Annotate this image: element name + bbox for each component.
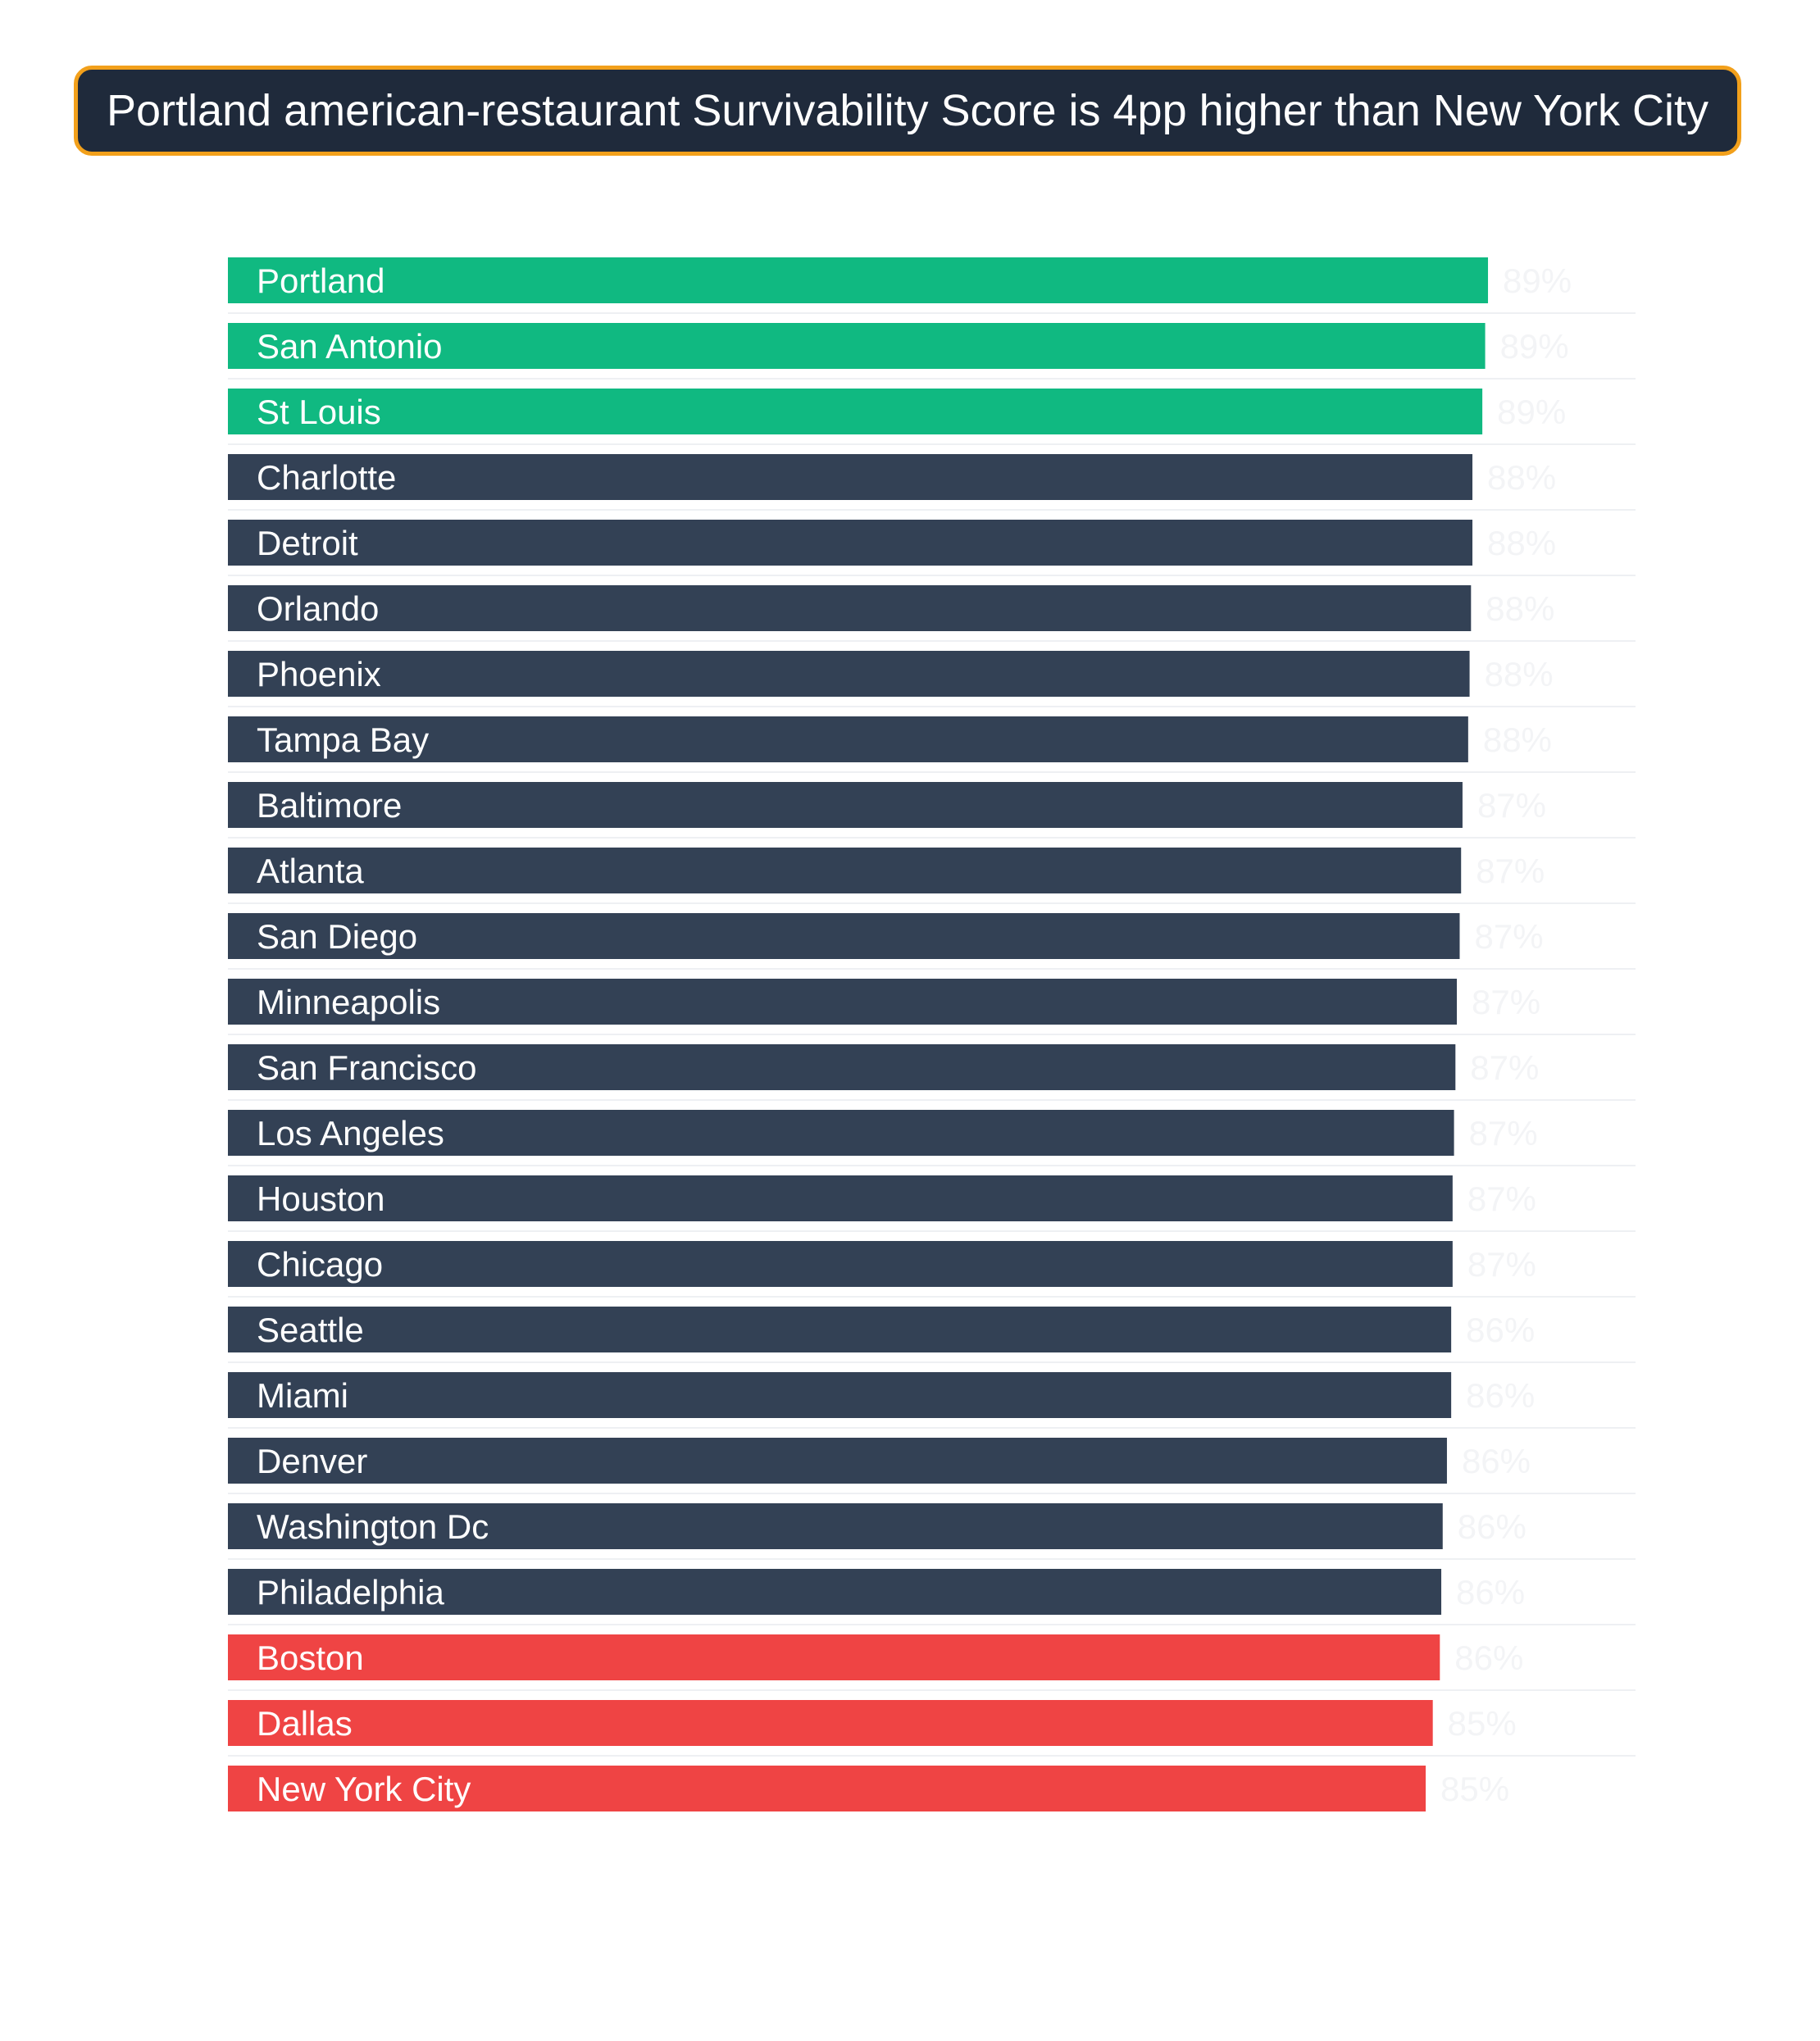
value-label: 88% [1486, 589, 1555, 628]
value-label: 86% [1466, 1376, 1536, 1415]
bar-denver [228, 1438, 1447, 1484]
value-label: 88% [1484, 655, 1554, 693]
bar-atlanta [228, 848, 1461, 893]
value-label: 86% [1457, 1507, 1527, 1546]
bar-label: Portland [257, 261, 385, 300]
value-label: 88% [1487, 524, 1557, 562]
value-label: 85% [1447, 1704, 1517, 1743]
bar-charlotte [228, 454, 1472, 500]
value-label: 85% [1440, 1770, 1510, 1808]
value-label: 87% [1476, 852, 1545, 890]
value-label: 87% [1467, 1245, 1536, 1284]
value-label: 89% [1497, 393, 1567, 431]
bar-detroit [228, 520, 1472, 566]
value-label: 86% [1461, 1442, 1531, 1480]
bar-label: Los Angeles [257, 1114, 444, 1152]
bar-label: San Francisco [257, 1048, 477, 1087]
value-label: 86% [1456, 1573, 1526, 1611]
bar-label: Detroit [257, 524, 358, 562]
value-label: 87% [1476, 786, 1547, 825]
value-label: 86% [1466, 1311, 1536, 1349]
value-label: 88% [1482, 720, 1552, 759]
bar-label: Orlando [257, 589, 380, 628]
chart-title: Portland american-restaurant Survivability Score is 4pp higher than New York City [107, 86, 1709, 135]
bar-label: Tampa Bay [257, 720, 430, 759]
value-label: 89% [1499, 327, 1569, 366]
bar-baltimore [228, 782, 1463, 828]
bar-houston [228, 1175, 1453, 1221]
bar-label: San Diego [257, 917, 418, 956]
bar-label: Dallas [257, 1704, 353, 1743]
bar-label: Chicago [257, 1245, 384, 1284]
bar-label: Miami [257, 1376, 348, 1415]
bar-label: St Louis [257, 393, 381, 431]
bar-label: Seattle [257, 1311, 364, 1349]
value-label: 87% [1470, 1048, 1540, 1087]
bar-label: Minneapolis [257, 983, 441, 1021]
value-label: 88% [1487, 458, 1557, 497]
bar-orlando [228, 585, 1471, 631]
bar-label: Phoenix [257, 655, 381, 693]
bar-label: Philadelphia [257, 1573, 444, 1611]
value-label: 86% [1454, 1639, 1524, 1677]
bar-label: Charlotte [257, 458, 397, 497]
value-label: 87% [1474, 917, 1544, 956]
bar-miami [228, 1372, 1451, 1418]
bar-portland [228, 257, 1488, 303]
bar-dallas [228, 1700, 1433, 1746]
bar-phoenix [228, 651, 1470, 697]
bar-label: San Antonio [257, 327, 443, 366]
bar-label: Atlanta [257, 852, 364, 890]
value-label: 87% [1472, 983, 1541, 1021]
bar-st-louis [228, 389, 1482, 434]
bar-boston [228, 1634, 1440, 1680]
bar-label: Boston [257, 1639, 364, 1677]
bar-chicago [228, 1241, 1453, 1287]
bar-label: Houston [257, 1180, 385, 1218]
bar-label: Baltimore [257, 786, 403, 825]
bar-seattle [228, 1307, 1451, 1352]
bar-label: New York City [257, 1770, 471, 1808]
value-label: 89% [1503, 261, 1572, 300]
value-label: 87% [1468, 1114, 1538, 1152]
bar-label: Washington Dc [257, 1507, 489, 1546]
value-label: 87% [1467, 1180, 1536, 1218]
bar-label: Denver [257, 1442, 368, 1480]
